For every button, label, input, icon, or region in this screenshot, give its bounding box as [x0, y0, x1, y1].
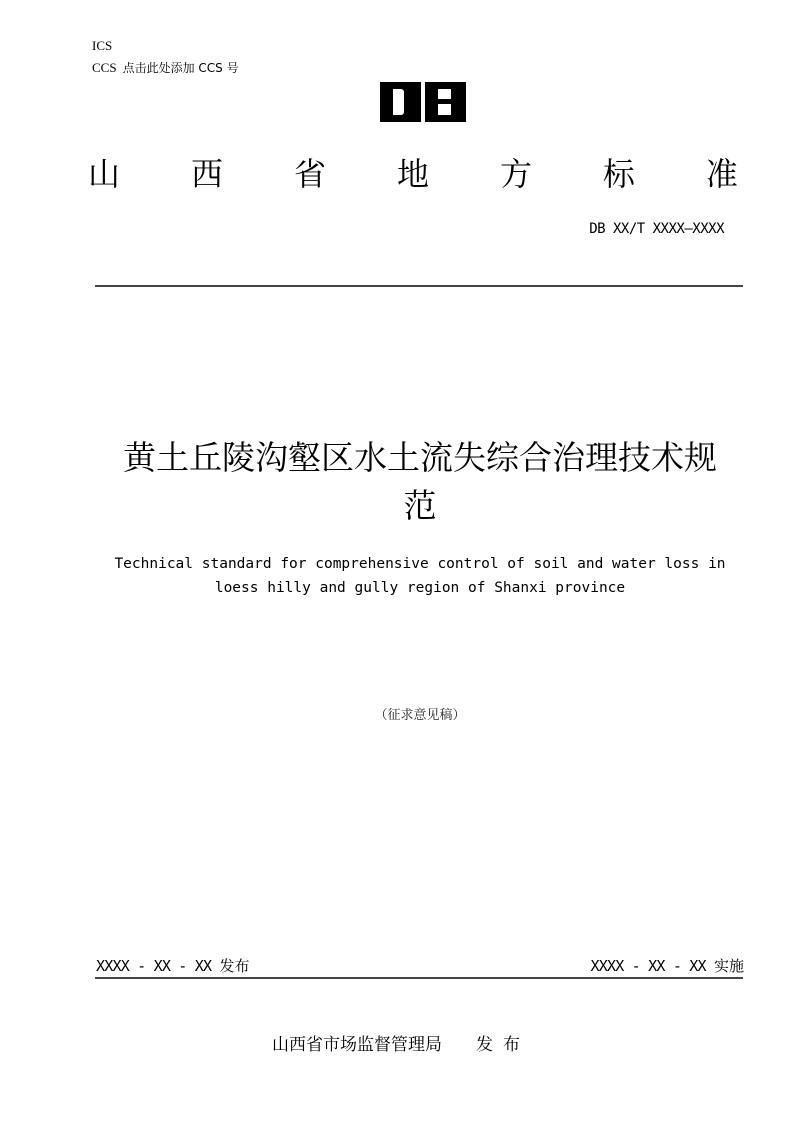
ccs-label: CCS [92, 60, 117, 75]
publish-date-label: 发布 [219, 957, 250, 975]
province-title-char: 标 [602, 155, 635, 193]
publish-date [96, 956, 249, 976]
province-title-char: 准 [705, 155, 738, 193]
document-title-cn [90, 434, 750, 530]
implement-date-label: 实施 [713, 957, 744, 975]
province-title-char: 西 [190, 155, 223, 193]
implement-date-value: XXXX - XX - XX [590, 957, 706, 975]
standard-number: DB XX/T XXXX—XXXX [589, 221, 724, 237]
title-cn-line-1: 黄土丘陵沟壑区水土流失综合治理技术规 [123, 438, 717, 477]
draft-status: （征求意见稿） [374, 708, 466, 723]
ics-label: ICS [92, 38, 113, 53]
title-en-line-2: loess hilly and gully region of Shanxi province [214, 580, 626, 596]
issuer-action: 发布 [476, 1035, 530, 1055]
document-title-en [90, 552, 750, 600]
db-logo-letter-d [380, 82, 421, 122]
issuer-line [272, 1034, 530, 1056]
implement-date [591, 956, 744, 976]
publish-date-value: XXXX - XX - XX [96, 957, 212, 975]
footer-divider [95, 977, 743, 979]
db-logo [380, 82, 466, 122]
ccs-placeholder-field[interactable]: 点击此处添加 CCS 号 [122, 61, 239, 75]
issuer-name: 山西省市场监督管理局 [272, 1035, 442, 1055]
header-divider [95, 285, 743, 287]
db-logo-letter-b [425, 82, 466, 122]
ccs-line [92, 60, 239, 76]
province-title-char: 方 [499, 155, 532, 193]
province-standard-title [88, 152, 738, 196]
province-title-char: 山 [88, 155, 121, 193]
province-title-char: 地 [396, 155, 429, 193]
province-title-char: 省 [293, 155, 326, 193]
title-cn-line-2: 范 [403, 486, 437, 525]
title-en-line-1: Technical standard for comprehensive control of soil and water loss in [114, 556, 726, 572]
